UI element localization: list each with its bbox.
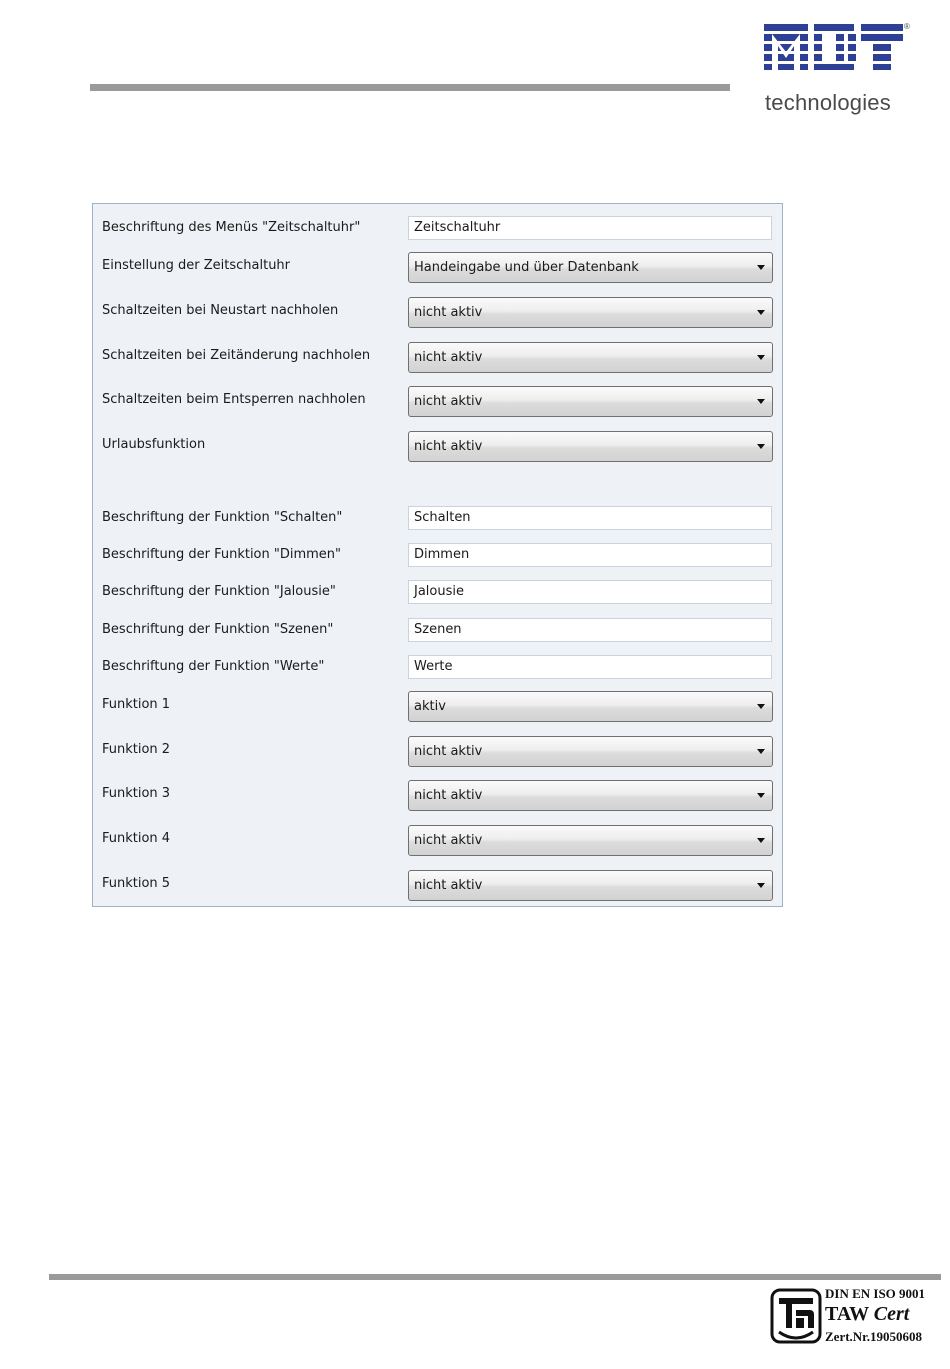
dropdown-value: nicht aktiv (414, 394, 483, 409)
cert-line-1: DIN EN ISO 9001 (825, 1286, 926, 1301)
taw-cert-mark-icon (770, 1288, 822, 1344)
cert-line-2: TAW Cert (825, 1303, 910, 1325)
dropdown-value: nicht aktiv (414, 744, 483, 759)
dropdown-select[interactable] (408, 780, 773, 811)
text-input[interactable]: Dimmen (408, 543, 772, 567)
text-input[interactable]: Szenen (408, 618, 772, 642)
text-input[interactable]: Werte (408, 655, 772, 679)
dropdown-value: nicht aktiv (414, 833, 483, 848)
dropdown-select[interactable] (408, 870, 773, 901)
dropdown-select[interactable] (408, 825, 773, 856)
form-row-label: Beschriftung der Funktion "Schalten" (102, 510, 343, 525)
settings-panel (92, 203, 783, 907)
dropdown-arrow-icon[interactable] (757, 793, 765, 798)
dropdown-value: Handeingabe und über Datenbank (414, 260, 639, 275)
dropdown-select[interactable] (408, 691, 773, 722)
form-row-label: Funktion 2 (102, 742, 171, 757)
dropdown-value: nicht aktiv (414, 439, 483, 454)
form-row-label: Funktion 5 (102, 876, 171, 891)
dropdown-select[interactable] (408, 342, 773, 373)
form-row-label: Funktion 1 (102, 697, 171, 712)
dropdown-arrow-icon[interactable] (757, 838, 765, 843)
form-row-label: Schaltzeiten bei Neustart nachholen (102, 303, 339, 318)
dropdown-arrow-icon[interactable] (757, 704, 765, 709)
dropdown-value: aktiv (414, 699, 446, 714)
form-row-label: Beschriftung der Funktion "Dimmen" (102, 547, 342, 562)
dropdown-arrow-icon[interactable] (757, 310, 765, 315)
dropdown-arrow-icon[interactable] (757, 399, 765, 404)
dropdown-arrow-icon[interactable] (757, 883, 765, 888)
dropdown-value: nicht aktiv (414, 305, 483, 320)
dropdown-arrow-icon[interactable] (757, 265, 765, 270)
form-row-label: Urlaubsfunktion (102, 437, 206, 452)
mdt-logo-letters-icon (764, 22, 904, 72)
text-input[interactable]: Zeitschaltuhr (408, 216, 772, 240)
form-row-label: Beschriftung der Funktion "Jalousie" (102, 584, 336, 599)
dropdown-value: nicht aktiv (414, 350, 483, 365)
form-row-label: Einstellung der Zeitschaltuhr (102, 258, 291, 273)
dropdown-arrow-icon[interactable] (757, 444, 765, 449)
form-row-label: Beschriftung der Funktion "Werte" (102, 659, 325, 674)
dropdown-value: nicht aktiv (414, 788, 483, 803)
text-input[interactable]: Jalousie (408, 580, 772, 604)
cert-line-3: Zert.Nr.19050608 (825, 1329, 923, 1344)
dropdown-arrow-icon[interactable] (757, 355, 765, 360)
dropdown-arrow-icon[interactable] (757, 749, 765, 754)
form-row-label: Beschriftung der Funktion "Szenen" (102, 622, 334, 637)
logo-subtitle: technologies (765, 90, 891, 115)
header-rule (90, 84, 730, 91)
dropdown-value: nicht aktiv (414, 878, 483, 893)
footer-rule (49, 1274, 941, 1280)
form-row-label: Funktion 4 (102, 831, 171, 846)
certification-badge (770, 1286, 945, 1346)
form-row-label: Beschriftung des Menüs "Zeitschaltuhr" (102, 220, 361, 235)
dropdown-select[interactable] (408, 431, 773, 462)
mdt-logo (764, 22, 914, 115)
form-row-label: Schaltzeiten bei Zeitänderung nachholen (102, 348, 371, 363)
registered-mark: ® (904, 22, 910, 31)
dropdown-select[interactable] (408, 386, 773, 417)
form-row-label: Funktion 3 (102, 786, 171, 801)
form-row-label: Schaltzeiten beim Entsperren nachholen (102, 392, 366, 407)
dropdown-select[interactable] (408, 297, 773, 328)
dropdown-select[interactable] (408, 252, 773, 283)
dropdown-select[interactable] (408, 736, 773, 767)
text-input[interactable]: Schalten (408, 506, 772, 530)
